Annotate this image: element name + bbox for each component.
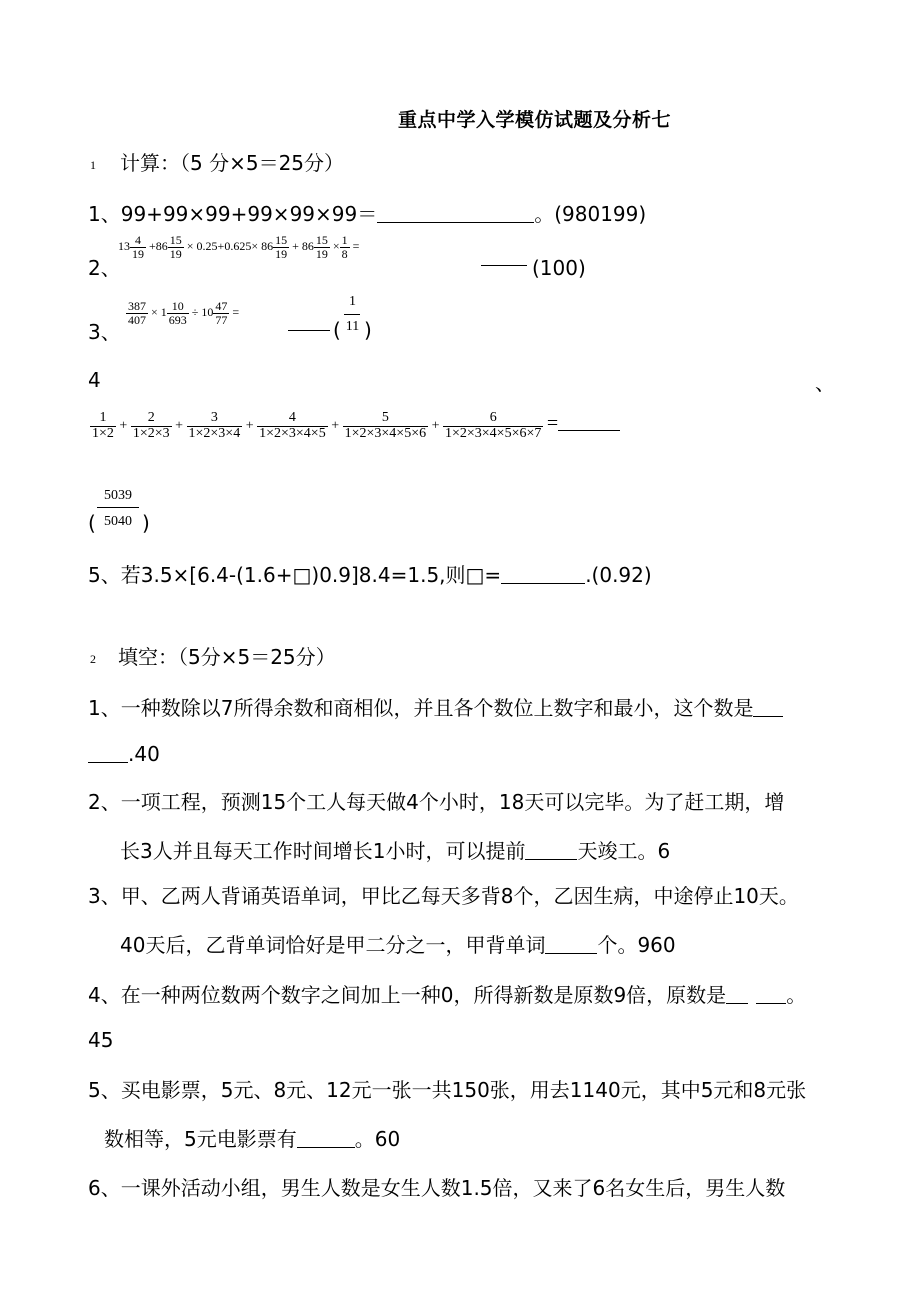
q2-fraction-e: $\frac{1}{8}$ <box>341 233 348 261</box>
q2-expression <box>118 234 359 260</box>
q3-answer-fraction: 1 11 <box>345 294 360 334</box>
q3-expression <box>126 300 239 326</box>
q4-term-4: $\frac{4}{1\times 2\times 3\times 4\times 5}$ <box>259 410 326 441</box>
q1-label: 1、 <box>88 202 121 226</box>
q2-op2: × 0.25+0.625× 86 <box>186 238 274 253</box>
page-title: 重点中学入学模仿试题及分析七 <box>398 109 672 131</box>
q2-fraction-d: $\frac{15}{19}$ <box>315 233 328 261</box>
q2-equals: = <box>352 238 360 253</box>
q3-answer-close: ) <box>364 318 372 342</box>
calc-question-1 <box>88 202 646 224</box>
q4-term-5: $\frac{5}{1\times 2\times 3\times 4\times 5\times 6}$ <box>344 410 427 441</box>
fill-question-6: 6、一课外活动小组，男生人数是女生人数1.5倍，又来了6名女生后，男生人数 <box>88 1176 786 1200</box>
q4-term-2: $\frac{2}{1\times 2\times 3}$ <box>132 410 170 441</box>
section-2-number: 2 <box>90 652 96 666</box>
q4-term-6: $\frac{6}{1\times 2\times 3\times 4\times 5\times 6\times 7}$ <box>445 410 542 441</box>
q2-answer-blank <box>481 265 527 266</box>
fill-question-5-line2 <box>104 1127 400 1149</box>
q4-separator: 、 <box>815 371 835 395</box>
q4-equals: = <box>546 412 559 435</box>
q4-answer-close: ) <box>142 511 150 535</box>
q3-fraction-b: $\frac{10}{693}$ <box>168 299 187 327</box>
q1-answer: 。(980199) <box>534 202 647 226</box>
q1-expression: 99+99×99+99×99×99＝ <box>120 202 378 226</box>
q1-answer-blank <box>377 202 534 223</box>
q2-answer: (100) <box>532 256 586 280</box>
fill-q2-line2-pre: 长3人并且每天工作时间增长1小时，可以提前 <box>120 839 526 863</box>
q5-text: 若3.5×[6.4-(1.6+□)0.9]8.4=1.5,则□= <box>120 563 502 587</box>
q3-fraction-c: $\frac{47}{77}$ <box>215 299 228 327</box>
fill-question-2-line2 <box>120 839 670 861</box>
fill-q4-line1: 4、在一种两位数两个数字之间加上一种0，所得新数是原数9倍，原数是 <box>88 983 727 1007</box>
plus-sign: + <box>431 418 440 434</box>
q2-op1: +86 <box>149 238 168 253</box>
q3-label: 3、 <box>88 320 121 344</box>
fill-q3-line2-pre: 40天后，乙背单词恰好是甲二分之一，甲背单词 <box>120 933 546 957</box>
q4-series <box>90 411 620 441</box>
fill-q1-blank-b <box>88 742 128 763</box>
q2-label: 2、 <box>88 256 121 280</box>
plus-sign: + <box>175 418 184 434</box>
q4-term-1: $\frac{1}{1\times 2}$ <box>92 410 114 441</box>
fill-question-4-answer: 45 <box>88 1028 114 1052</box>
section-1-number: 1 <box>90 158 96 172</box>
q4-answer-open: ( <box>88 511 96 535</box>
fill-question-3: 3、甲、乙两人背诵英语单词，甲比乙每天多背8个，乙因生病，中途停止10天。 <box>88 884 799 908</box>
fill-q4-blank-a <box>726 983 748 1004</box>
q3-equals: = <box>232 304 240 319</box>
fill-q4-period: 。 <box>786 983 807 1007</box>
section-1-heading: 计算：（5 分×5＝25分） <box>120 151 345 175</box>
q3-answer-blank <box>288 330 330 331</box>
q2-fraction-c: $\frac{15}{19}$ <box>275 233 288 261</box>
q3-answer-open: ( <box>333 318 341 342</box>
q5-label: 5、 <box>88 563 121 587</box>
fill-q5-line2-pre: 数相等，5元电影票有 <box>104 1127 297 1151</box>
fill-q1-line1: 1、一种数除以7所得余数和商相似，并且各个数位上数字和最小，这个数是 <box>88 696 754 720</box>
fill-question-1-line2 <box>88 742 160 764</box>
plus-sign: + <box>331 418 340 434</box>
q3-op2: ÷ 10 <box>191 304 214 319</box>
fill-q5-answer: 。60 <box>354 1127 401 1151</box>
calc-question-5 <box>88 563 652 585</box>
q2-op3: + 86 <box>292 238 314 253</box>
fill-q5-blank <box>297 1127 355 1148</box>
fill-q1-answer: .40 <box>128 742 160 766</box>
plus-sign: + <box>245 418 254 434</box>
q4-answer-fraction: 5039 5040 <box>104 488 132 529</box>
q5-answer-blank <box>501 563 585 584</box>
q4-label: 4 <box>88 368 101 392</box>
q3-op1: × 1 <box>151 304 167 319</box>
fill-q2-blank <box>525 839 577 860</box>
fill-question-2: 2、一项工程，预测15个工人每天做4个小时，18天可以完毕。为了赶工期，增 <box>88 790 785 814</box>
q4-answer-blank <box>558 416 620 431</box>
q4-fraction-bar <box>97 507 139 508</box>
fill-question-1 <box>88 696 783 718</box>
q2-op4: × <box>332 238 340 253</box>
q2-fraction-b: $\frac{15}{19}$ <box>169 233 182 261</box>
plus-sign: + <box>119 418 128 434</box>
q4-term-3: $\frac{3}{1\times 2\times 3\times 4}$ <box>188 410 241 441</box>
q3-fraction-a: $\frac{387}{407}$ <box>128 299 146 327</box>
fill-q3-answer: 个。960 <box>597 933 676 957</box>
q2-a-whole: 13 <box>118 238 130 253</box>
fill-question-4 <box>88 983 806 1005</box>
fill-q3-blank <box>545 933 597 954</box>
q5-answer: .(0.92) <box>585 563 652 587</box>
q3-fraction-bar <box>344 314 360 315</box>
fill-question-3-line2 <box>120 933 676 955</box>
fill-q4-blank-b <box>756 983 786 1004</box>
fill-q1-blank-a <box>753 696 783 717</box>
section-2-heading: 填空：（5分×5＝25分） <box>118 645 336 669</box>
fill-question-5: 5、买电影票，5元、8元、12元一张一共150张，用去1140元，其中5元和8元张 <box>88 1078 807 1102</box>
fill-q2-answer: 天竣工。6 <box>577 839 671 863</box>
q2-fraction-a: $\frac{4}{19}$ <box>132 233 144 261</box>
